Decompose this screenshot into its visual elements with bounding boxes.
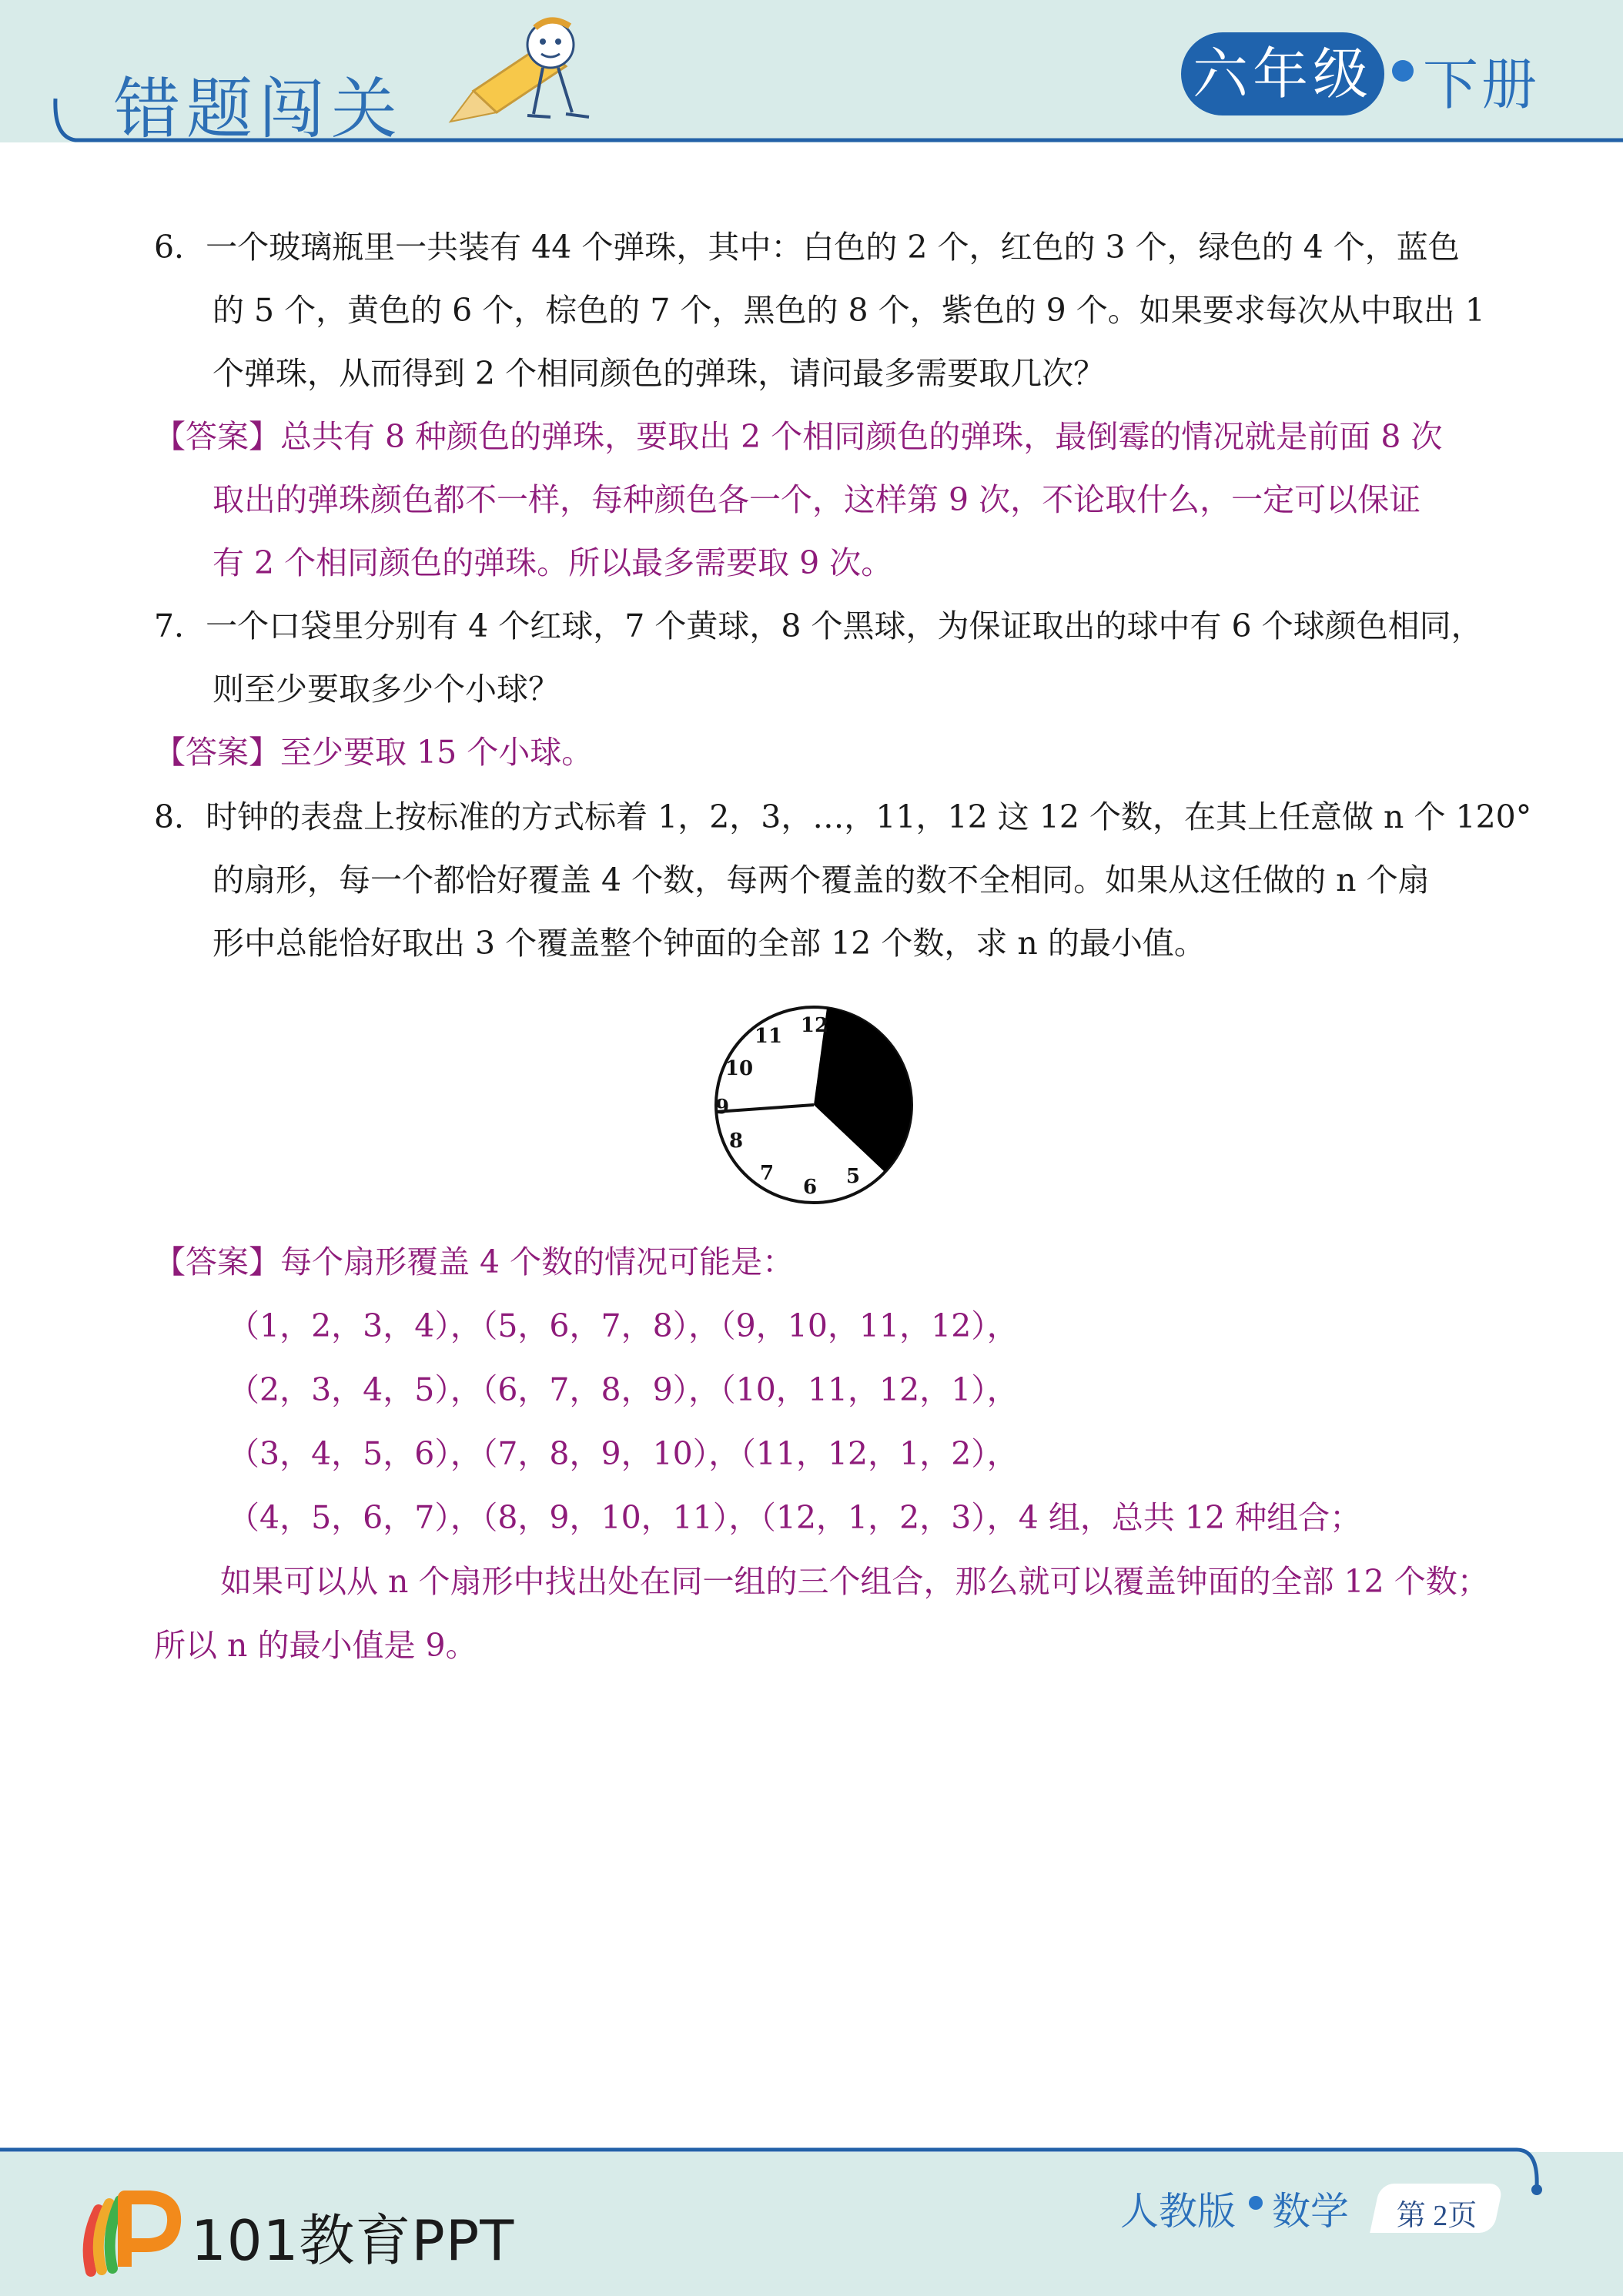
clock-diagram [710, 1001, 918, 1209]
answer-8-combo-row-4: （4，5，6，7），（8，9，10，11），（12，1，2，3），4 组，总共 12 种组合； [228, 1499, 1362, 1536]
question-6-line-2: 的 5 个，黄色的 6 个，棕色的 7 个，黑色的 8 个，紫色的 9 个。如果要求每次从中取出 1 [212, 292, 1485, 329]
question-6-line-1: 6．一个玻璃瓶里一共装有 44 个弹珠，其中：白色的 2 个，红色的 3 个，绿色的 4 个，蓝色 [154, 229, 1460, 266]
answer-7-line-1: 【答案】至少要取 15 个小球。 [154, 734, 594, 771]
answer-8-combo-row-3: （3，4，5，6），（7，8，9，10），（11，12，1，2）， [228, 1435, 1019, 1472]
101-logo-icon [75, 2179, 183, 2279]
edition-label: 人教版 [1120, 2189, 1236, 2234]
subject-label: 数学 [1272, 2189, 1349, 2234]
grade-badge: 六年级 [1181, 32, 1384, 115]
clock-label-12: 12 [800, 1014, 829, 1037]
clock-label-11: 11 [754, 1025, 783, 1048]
clock-label-8: 8 [728, 1130, 744, 1153]
answer-6-line-2: 取出的弹珠颜色都不一样，每种颜色各一个，这样第 9 次，不论取什么，一定可以保证 [212, 481, 1421, 518]
header-title: 错题闯关 [114, 71, 403, 148]
answer-6-line-3: 有 2 个相同颜色的弹珠。所以最多需要取 9 次。 [212, 544, 893, 581]
clock-label-6: 6 [802, 1176, 818, 1199]
clock-label-10: 10 [724, 1057, 754, 1080]
pencil-mascot-icon [443, 14, 597, 137]
question-8-line-1: 8．时钟的表盘上按标准的方式标着 1，2，3，…，11，12 这 12 个数，在其上任意做 n 个 120° [154, 798, 1532, 835]
question-6-line-3: 个弹珠，从而得到 2 个相同颜色的弹珠，请问最多需要取几次？ [212, 355, 1106, 392]
answer-8-combo-row-2: （2，3，4，5），（6，7，8，9），（10，11，12，1）， [228, 1371, 1019, 1408]
answer-8-line-7: 所以 n 的最小值是 9。 [154, 1627, 477, 1664]
question-7-line-1: 7．一个口袋里分别有 4 个红球，7 个黄球，8 个黑球，为保证取出的球中有 6 个球颜色相同， [154, 607, 1483, 644]
footer-logo-text: 101教育PPT [191, 2208, 515, 2273]
page-number: 第 2页 [1396, 2200, 1477, 2232]
clock-label-9: 9 [714, 1096, 730, 1119]
separator-dot-icon [1392, 60, 1414, 82]
answer-8-combo-row-1: （1，2，3，4），（5，6，7，8），（9，10，11，12）， [228, 1307, 1019, 1344]
question-8-line-2: 的扇形，每一个都恰好覆盖 4 个数，每两个覆盖的数不全相同。如果从这任做的 n 个扇 [212, 862, 1430, 899]
clock-label-5: 5 [845, 1165, 861, 1188]
separator-dot-icon [1249, 2196, 1263, 2210]
question-8-line-3: 形中总能恰好取出 3 个覆盖整个钟面的全部 12 个数，求 n 的最小值。 [212, 925, 1206, 962]
question-7-line-2: 则至少要取多少个小球？ [212, 671, 560, 708]
term-label: 下册 [1423, 52, 1541, 117]
answer-8-line-1: 【答案】每个扇形覆盖 4 个数的情况可能是： [154, 1243, 795, 1280]
clock-label-7: 7 [759, 1162, 775, 1185]
answer-6-line-1: 【答案】总共有 8 种颜色的弹珠，要取出 2 个相同颜色的弹珠，最倒霉的情况就是前面 8 次 [154, 418, 1443, 455]
answer-8-line-6: 如果可以从 n 个扇形中找出处在同一组的三个组合，那么就可以覆盖钟面的全部 12 个数； [220, 1563, 1489, 1600]
